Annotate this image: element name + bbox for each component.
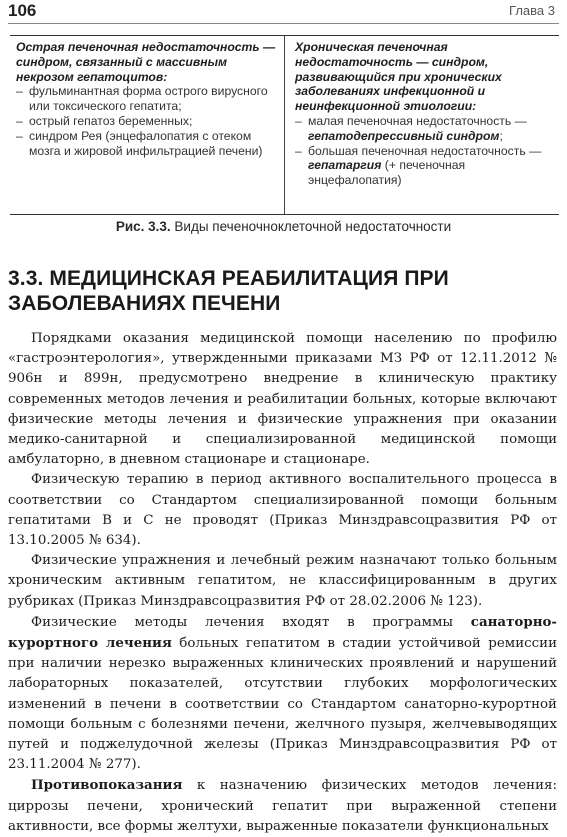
figure-caption-text: Виды печеночноклеточной недостаточности	[174, 219, 452, 234]
paragraph: Порядками оказания медицинской помощи населению по профилю «гастроэнтерология», утвержденными приказами МЗ РФ от 12.11.2012 № 906н и 899н, предусмотрено внедрение в клиническую практику современных методов лечения и реабилитации больных, которые включают физические методы лечения и физические упражнения при оказании медико-санитарной и специализированной медицинской помощи амбулаторно, в дневном стационаре и стационаре.	[8, 331, 557, 468]
figure-label: Рис. 3.3.	[115, 219, 171, 234]
page-number: 106	[8, 1, 37, 20]
paragraph-text: к назначению физических методов лечения: циррозы печени, хронический гепатит при выраженной степени активности, все формы желтухи, выраженные показатели функциональных	[8, 778, 557, 834]
list-item	[295, 114, 553, 144]
header-divider	[8, 23, 559, 24]
item-tail: ;	[499, 128, 503, 143]
paragraph	[8, 612, 557, 776]
acute-failure-heading: Острая печеночная недостаточность — синдром, связанный с массивным некрозом гепатоцитов:	[16, 40, 276, 84]
paragraph-text: больных гепатитом в стадии устойчивой ремиссии при наличии нерезко выраженных клинических проявлений и нарушений лабораторных показателей, отсутствии глубоких морфологических изменений в печени в соответствии со Стандартом санаторно-курортной помощи больным с болезнями печени, желчного пузыря, желчевыводящих путей и поджелудочной железы (Приказ Минздравсоцразвития РФ от 23.11.2004 № 277).	[8, 636, 557, 773]
body-text	[8, 329, 557, 837]
paragraph: Физическую терапию в период активного воспалительного процесса в соответствии со Стандартом специализированной помощи больным гепатитами В и С не проводят (Приказ Минздравсоцразвития РФ от 13.10.2005 № 634).	[8, 472, 557, 549]
chronic-failure-list	[295, 114, 553, 188]
chronic-failure-column	[284, 36, 559, 214]
item-term: гепатодепрессивный синдром	[308, 128, 500, 143]
acute-failure-list	[16, 84, 278, 158]
running-header	[8, 0, 559, 22]
liver-failure-table	[10, 35, 559, 215]
section-heading: 3.3. МЕДИЦИНСКАЯ РЕАБИЛИТАЦИЯ ПРИ ЗАБОЛЕВАНИЯХ ПЕЧЕНИ	[8, 267, 449, 315]
list-item: – острый гепатоз беременных;	[16, 114, 278, 129]
item-term: гепатаргия	[308, 158, 382, 173]
emphasis-term: санаторно-курортного лечения	[8, 613, 557, 652]
paragraph: Физические упражнения и лечебный режим назначают только больным хроническим активным гепатитом, не классифицированным в других рубриках (Приказ Минздравсоцразвития РФ от 28.02.2006 № 123).	[8, 553, 557, 609]
chapter-label: Глава 3	[509, 3, 555, 18]
item-text: большая печеночная недостаточность —	[308, 143, 542, 158]
paragraph-text: Физические методы лечения входят в программы	[31, 614, 471, 630]
list-item: – синдром Рея (энцефалопатия с отеком мозга и жировой инфильтрацией печени)	[16, 129, 278, 159]
chronic-failure-heading: Хроническая печеночная недостаточность — синдром, развивающийся при хронических заболеваниях инфекционной и неинфекционной этиологии:	[295, 40, 502, 114]
acute-failure-column	[10, 36, 284, 214]
item-tail: (+ печеночная энцефалопатия)	[308, 158, 466, 188]
list-item: – фульминантная форма острого вирусного или токсического гепатита;	[16, 84, 278, 114]
figure-caption	[0, 219, 567, 234]
list-item	[295, 144, 553, 188]
item-text: малая печеночная недостаточность —	[308, 113, 527, 128]
emphasis-term: Противопоказания	[31, 777, 183, 794]
